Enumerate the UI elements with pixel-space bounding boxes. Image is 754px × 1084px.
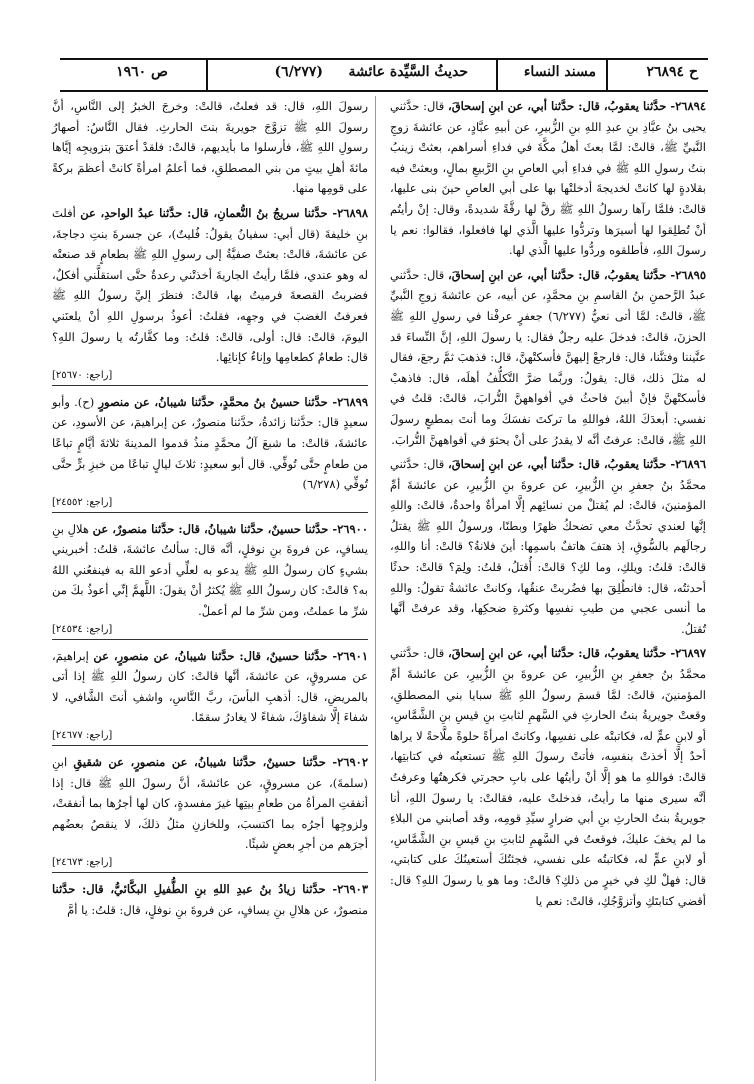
right-column [390, 96, 706, 915]
hadith-entry [390, 454, 706, 639]
hadith-number: ٢٦٨٩٨ [337, 205, 368, 220]
reference-note: [راجع: ٢٤٦٧٣] [52, 855, 368, 873]
hadith-text: رسولَ اللهِ، قال: قد فعلتُ، قالتْ: وخرجَ الخبرُ إلى النَّاسِ، أنَّ رسولَ اللهِ ﷺ تزوَّجَ جويريةَ بنتَ الحارثِ. فقال النَّاسُ: أصهارُ رسولِ اللهِ ﷺ، فأرسلوا ما بأيديهم، قالتْ: فلقدْ أعتقَ بتزويجِه إيَّاها مائةَ أهلِ بيتٍ من بني المصطلقِ، فما أعلمُ امرأةً كانتْ أعظمَ بركةً على قومِها منها. [52, 99, 368, 196]
hadith-chain: - حدَّثنا حسينُ بنُ محمَّدٍ، حدَّثنا شيبانُ، عن منصورٍ [98, 394, 338, 409]
hadith-paragraph [390, 265, 706, 450]
hadith-entry [52, 392, 368, 513]
page-number: ص ١٩٦٠ [116, 64, 168, 80]
hadith-number: ٢٦٩٠٠ [337, 521, 368, 536]
hadith-paragraph [52, 519, 368, 622]
hadith-paragraph [52, 879, 368, 920]
volume-ref: (٦/٢٧٧) [274, 64, 323, 80]
hadith-chain: - حدَّثنا يعقوبُ، قال: حدَّثنا أبي، عن ابنِ إسحاقَ، [448, 646, 676, 661]
hadith-number: ح ٢٦٨٩٤ [646, 64, 698, 80]
hadith-entry [52, 646, 368, 746]
hadith-chain: - حدَّثنا حسينٌ، حدَّثنا شيبانُ، عن منصورٍ، عن شقيقِ [73, 755, 338, 770]
hadith-entry [52, 96, 368, 199]
hadith-paragraph [52, 96, 368, 199]
reference-note: [راجع: ٢٤٥٥٢] [52, 495, 368, 513]
hadith-entry [390, 265, 706, 450]
hadith-chain: - حدَّثنا يعقوبُ، قال: حدَّثنا أبي، عن ابنِ إسحاقَ، [448, 457, 676, 472]
hadith-paragraph [52, 752, 368, 855]
hadith-number: ٢٦٨٩٦ [675, 457, 706, 472]
hadith-paragraph [52, 392, 368, 495]
hadith-chain: - حدَّثنا يعقوبُ، قال: حدَّثنا أبي، عن ابنِ إسحاقَ، [448, 267, 676, 282]
hadith-text: ابنِ (سلمةَ)، عن مسروقٍ، عن عائشةَ، أنَّ رسولَ اللهِ ﷺ قال: إذا أنفقتِ المرأةُ من طعامِ بيتِها غيرَ مفسدةٍ، كان لها أجرُها بما أنفقتْ، ولزوجِها أجرُه بما اكتسبَ، وللخازنِ مثلُ ذلكَ، لا ينقصُ بعضُهم أجرَهم من أجرِ بعضٍ شيئًا. [52, 755, 368, 852]
hadith-chain: - حدَّثنا زيادُ بنُ عبدِ اللهِ بنِ الطُّفيلِ البكَّائيُّ، قال: حدَّثنا [52, 882, 338, 896]
hadith-number: ٢٦٨٩٤ [675, 99, 706, 113]
hadith-text: قال: حدَّثني محمَّدُ بنُ جعفرِ بنِ الزُّبيرِ، عن عروةَ بنِ الزُّبيرِ، عن عائشةَ أمِّ المؤمنينَ، قالتْ: لمَّا قسمَ رسولُ اللهِ ﷺ سبايا بني المصطلقِ، وقعتْ جويريةُ بنتُ الحارثِ في السَّهمِ لثابتِ بنِ قيسِ بنِ الشَّمَّاسِ، أو لابنِ عمٍّ له، فكاتبتْه على نفسِها، وكانتْ امرأةً حلوةً ملَّاحةً لا يراها أحدٌ إلَّا أخذتْ بنفسِه، فأتتْ رسولَ اللهِ ﷺ تستعينُه في كتابتِها، قالتْ: فواللهِ ما هو إلَّا أنْ رأيتُها على بابِ حجرتي فكرهتُها وعرفتُ أنَّه سيرى منها ما رأيتُ، فدخلتْ عليه، فقالتْ: يا رسولَ اللهِ، أنا جويريةُ بنتُ الحارثِ بنِ أبي ضرارٍ سيِّدِ قومِه، وقد أصابني من البلاءِ ما لم يخفَ عليكَ، فوقعتُ في السَّهمِ لثابتِ بنِ قيسِ بنِ الشَّمَّاسِ، أو لابنِ عمٍّ له، فكاتبتُه على نفسي، فجئتُكَ أستعينُكَ على كتابتي، قال: فهلْ لكِ في خيرٍ من ذلكِ؟ قالتْ: وما هو يا رسولَ اللهِ؟ قال: أقضي كتابتَكِ وأتزوَّجُكِ، قالتْ: نعم يا [390, 646, 706, 908]
section-title: حديثُ السَّيِّدة عائشة [348, 64, 468, 80]
hadith-chain: - حدَّثنا سريجُ بنُ النُّعمانِ، قال: حدَّثنا عبدُ الواحدِ، عن [80, 205, 338, 220]
hadith-text: قال: حدَّثني محمَّدُ بنُ جعفرِ بنِ الزُّبيرِ، عن عروةَ بنِ الزُّبيرِ، عن عائشةَ أمِّ المؤمنينَ، قالتْ: لم يُقتلْ من نسائِهم إلَّا امرأةٌ واحدةٌ، قالتْ: واللهِ إنَّها لعندي تحدَّثُ معي تضحكُ ظهرًا وبطنًا، ورسولُ اللهِ ﷺ يقتلُ رجالَهم بالسُّوقِ، إذ هتفَ هاتفٌ باسمِها: أينَ فلانةُ؟ قالتْ: أنا واللهِ، قالتْ: قلتُ: ويلكِ، وما لكِ؟ قالتْ: أُقتلُ، قلتُ: ولِمَ؟ قالتْ: حدثًا أحدثتُه، قال: فانطُلِقَ بها فضُربتْ عنقُها، وكانتْ عائشةُ تقولُ: واللهِ ما أنسى عجبي من طيبِ نفسِها وكثرةِ ضحكِها، وقد عرفتْ أنَّها تُقتلُ. [390, 457, 706, 636]
hadith-chain: - حدَّثنا يعقوبُ، قال: حدَّثنا أبي، عن ابنِ إسحاقَ، [448, 99, 676, 113]
hadith-number: ٢٦٨٩٩ [337, 394, 369, 409]
hadith-text: قال: حدَّثني عبدُ الرَّحمنِ بنُ القاسمِ بنِ محمَّدٍ، عن أبيه، عن عائشةَ زوجِ النَّبيِّ ﷺ، قالتْ: لمَّا أتى نعيُّ (٦/٢٧٧) جعفرٍ عرفْنا في رسولِ اللهِ ﷺ الحزنَ، قالتْ: فدخلَ عليه رجلٌ فقال: يا رسولَ اللهِ، إنَّ النِّساءَ قد عنَّيننا وفتنَّنا، قال: فارجعْ إليهنَّ فأسكتْهنَّ، قال: فذهبَ ثمَّ رجعَ، فقال له مثلَ ذلك، قال: يقولُ: وربَّما ضرَّ التَّكلُّفُ أهلَه، قال: فاذهبْ فأسكتْهنَّ فإنْ أبينَ فاحثُ في أفواههنَّ التُّرابَ، قالتْ: قلتُ في نفسي: أبعدَكَ اللهُ، فواللهِ ما تركتَ نفسَكَ وما أنتَ بمطيعٍ رسولَ اللهِ ﷺ، قالتْ: عرفتُ أنَّه لا يقدرُ على أنْ يحثوَ في أفواههنَّ التُّرابَ. [390, 267, 706, 447]
musnad-title: مسند النساء [523, 64, 596, 80]
hadith-text: إبراهيمَ، عن مسروقٍ، عن عائشةَ، أنَّها قالتْ: كان رسولُ اللهِ ﷺ إذا أتى بالمريضِ، قال: أذهبِ البأسَ، ربَّ النَّاسِ، واشفِ أنتَ الشَّافي، لا شفاءَ إلَّا شفاؤكَ، شفاءً لا يغادرُ سقمًا. [52, 648, 368, 725]
left-column [52, 96, 368, 924]
reference-note: [راجع: ٢٤٥٣٤] [52, 622, 368, 640]
reference-note: [راجع: ٢٥٦٧٠] [52, 368, 368, 386]
hadith-text: هلالِ بنِ يسافٍ، عن فروةَ بنِ نوفلٍ، أنَّه قال: سألتُ عائشةَ، قلتُ: أخبريني بشيءٍ كان رسولُ اللهِ ﷺ يدعو به لعلِّي أدعو اللهَ به فينفعُني اللهُ به؟ قالتْ: كان رسولُ اللهِ ﷺ يُكثرُ أنْ يقولَ: اللَّهمَّ إنِّي أعوذُ بكَ من شرِّ ما عملتُ، ومن شرِّ ما لم أعملْ. [52, 521, 368, 619]
header-divider [206, 60, 208, 90]
hadith-paragraph [390, 643, 706, 911]
hadith-text: منصورٌ، عن هلالِ بنِ يسافٍ، عن فروةَ بنِ نوفلٍ، قال: قلتُ: يا أمَّ [67, 902, 368, 917]
hadith-entry [52, 752, 368, 873]
page-header [60, 58, 708, 92]
hadith-entry [52, 879, 368, 920]
hadith-number: ٢٦٩٠١ [337, 648, 368, 663]
hadith-paragraph [390, 454, 706, 639]
reference-note: [راجع: ٢٤٦٧٧] [52, 728, 368, 746]
hadith-entry [52, 519, 368, 640]
hadith-text: أفلتَ بنِ خليفةَ (قال أبي: سفيانُ يقولُ: فُليتٌ)، عن جسرةَ بنتِ دجاجةَ، عن عائشةَ، قالتْ: بعثتْ صفيَّةُ إلى رسولِ اللهِ ﷺ بطعامٍ قد صنعتْه له وهو عندي، فلمَّا رأيتُ الجاريةَ أخذتْني رعدةٌ حتَّى استقلَّني أفكلٌ، فضربتُ القصعةَ فرميتُ بها، قالتْ: فنظرَ إليَّ رسولُ اللهِ ﷺ فعرفتُ الغضبَ في وجهِه، فقلتُ: أعوذُ برسولِ اللهِ أنْ يلعنَني اليومَ، قالتْ: قال: أولى، قالتْ: قلتُ: وما كفَّارتُه يا رسولَ اللهِ؟ قال: طعامٌ كطعامِها وإناءٌ كإنائِها. [52, 205, 368, 365]
hadith-entry [390, 96, 706, 261]
header-divider [606, 60, 608, 90]
hadith-entry [52, 203, 368, 386]
hadith-chain: - حدَّثنا حسينٌ، قال: حدَّثنا شيبانُ، عن منصورٍ، عن [93, 648, 338, 663]
column-divider [375, 96, 376, 1081]
hadith-number: ٢٦٩٠٢ [337, 755, 368, 770]
hadith-chain: - حدَّثنا حسينٌ، حدَّثنا شيبانُ، قال: حدَّثنا منصورٌ، عن [92, 521, 338, 536]
hadith-paragraph [390, 96, 706, 261]
hadith-number: ٢٦٨٩٥ [675, 267, 706, 282]
hadith-text: (ح). وأبو سعيدٍ قال: حدَّثنا زائدةُ، حدَّثنا منصورٌ، عن إبراهيمَ، عن الأسودِ، عن عائشةَ، قالتْ: ما شبعَ آلُ محمَّدٍ منذُ قدموا المدينةَ ثلاثةَ أيَّامٍ تباعًا من طعامٍ حتَّى تُوفِّي. قال أبو سعيدٍ: ثلاثَ ليالٍ تباعًا من خبزِ برٍّ حتَّى تُوفِّي (٦/٢٧٨) [52, 394, 368, 492]
hadith-paragraph [52, 203, 368, 368]
hadith-entry [390, 643, 706, 911]
header-divider [496, 60, 498, 90]
hadith-number: ٢٦٨٩٧ [675, 646, 706, 661]
hadith-paragraph [52, 646, 368, 728]
hadith-number: ٢٦٩٠٣ [337, 882, 368, 896]
hadith-text: قال: حدَّثني يحيى بنُ عبَّادِ بنِ عبدِ اللهِ بنِ الزُّبيرِ، عن أبيهِ عبَّادٍ، عن عائشةَ زوجِ النَّبيِّ ﷺ، قالتْ: لمَّا بعثَ أهلُ مكَّةَ في فداءِ أسراهم، بعثتْ زينبُ بنتُ رسولِ اللهِ ﷺ في فداءِ أبي العاصِ بنِ الرَّبيعِ بمالٍ، وبعثتْ فيه بقلادةٍ لها كانتْ لخديجةَ أدخلتْها بها على أبي العاصِ حينَ بنى عليها، قالتْ: فلمَّا رآها رسولُ اللهِ ﷺ رقَّ لها رقَّةً شديدةً، وقال: إنْ رأيتُم أنْ تُطلِقوا لها أسيرَها وتردُّوا عليها الَّذي لها فافعلوا، فقالوا: نعم يا رسولَ اللهِ، فأطلقوه وردُّوا عليها الَّذي لها. [390, 99, 706, 258]
